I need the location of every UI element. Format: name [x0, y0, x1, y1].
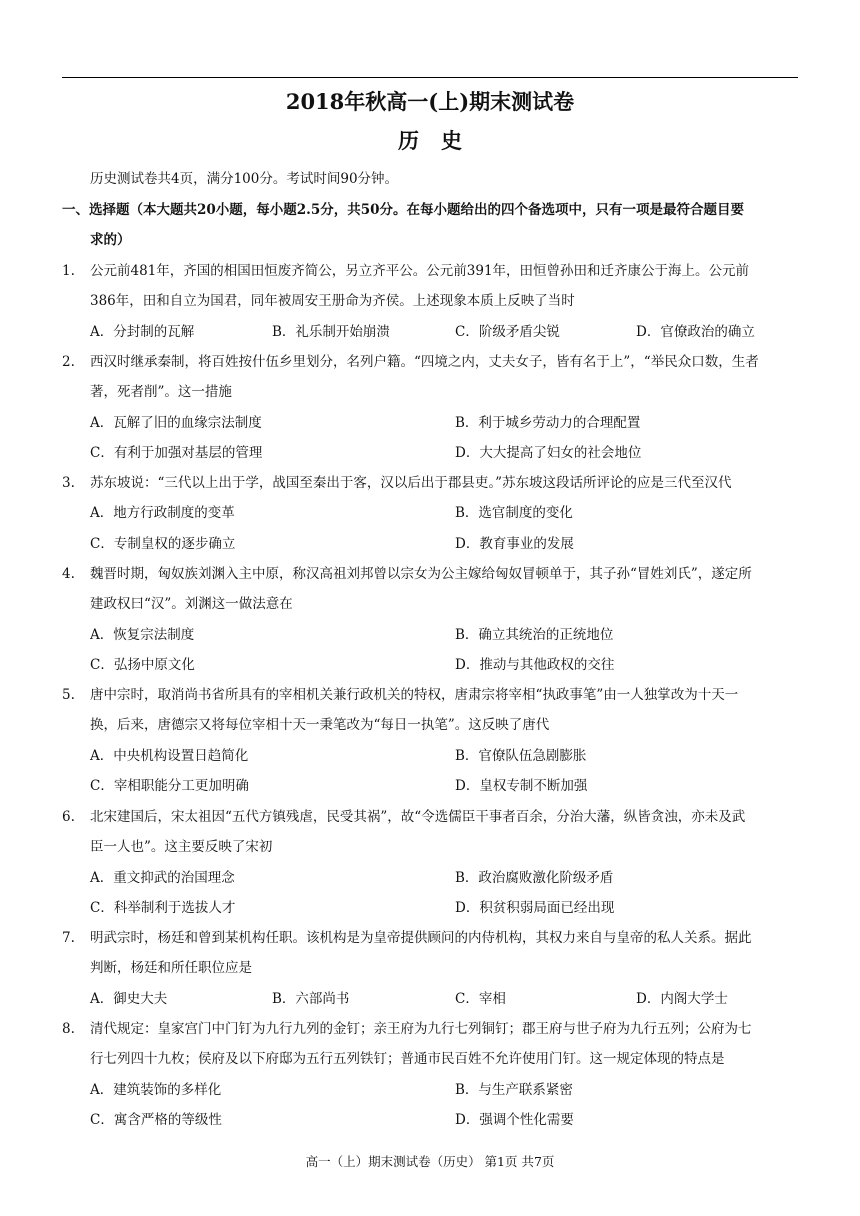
answer-option: A．瓦解了旧的血缘宗法制度 — [90, 414, 262, 431]
answer-option: B．六部尚书 — [272, 990, 350, 1007]
answer-option: B．与生产联系紧密 — [455, 1081, 573, 1098]
top-rule — [62, 77, 798, 78]
page-footer: 高一（上）期末测试卷（历史） 第1页 共7页 — [305, 1154, 555, 1169]
question-stem-line: 北宋建国后，宋太祖因“五代方镇残虐，民受其祸”，故“令选儒臣干事者百余，分治大藩，纵皆贪浊，亦未及武 — [90, 809, 746, 825]
question-stem-line: 著，死者削”。这一措施 — [90, 384, 232, 401]
answer-option: A．中央机构设置日趋简化 — [90, 747, 249, 764]
subject-title: 历史 — [398, 128, 484, 153]
question-stem-line: 魏晋时期，匈奴族刘渊入主中原，称汉高祖刘邦曾以宗女为公主嫁给匈奴冒顿单于，其子孙“冒姓刘氏”，遂定所 — [90, 566, 752, 582]
question-number: 3. — [62, 475, 75, 491]
answer-option: C．宰相 — [455, 990, 506, 1007]
question-stem-line: 西汉时继承秦制，将百姓按什伍乡里划分，名列户籍。“四境之内，丈夫女子，皆有名于上”，“举民众口数，生者 — [90, 354, 759, 370]
answer-option: C．专制皇权的逐步确立 — [90, 535, 236, 552]
answer-option: D．强调个性化需要 — [455, 1111, 574, 1128]
answer-option: C．科举制利于选拔人才 — [90, 899, 236, 916]
answer-option: A．分封制的瓦解 — [90, 323, 195, 340]
answer-option: C．寓含严格的等级性 — [90, 1111, 222, 1128]
question-number: 6. — [62, 809, 75, 825]
question-number: 4. — [62, 566, 75, 582]
answer-option: D．积贫积弱局面已经出现 — [455, 899, 615, 916]
section-heading-cont: 求的） — [90, 232, 131, 248]
question-stem-line: 明武宗时，杨廷和曾到某机构任职。该机构是为皇帝提供顾问的内侍机构，其权力来自与皇帝的私人关系。据此 — [90, 930, 752, 946]
question-stem-line: 建政权曰“汉”。刘渊这一做法意在 — [90, 596, 293, 613]
answer-option: D．官僚政治的确立 — [636, 323, 755, 340]
question-stem-line: 苏东坡说：“三代以上出于学，战国至秦出于客，汉以后出于郡县吏。”苏东坡这段话所评论的应是三代至汉代 — [90, 475, 732, 491]
answer-option: D．大大提高了妇女的社会地位 — [455, 444, 642, 461]
question-stem-line: 公元前481年，齐国的相国田恒废齐简公，另立齐平公。公元前391年，田恒曾孙田和迁齐康公于海上。公元前 — [90, 263, 750, 279]
answer-option: B．礼乐制开始崩溃 — [272, 323, 390, 340]
answer-option: C．宰相职能分工更加明确 — [90, 777, 249, 794]
answer-option: C．弘扬中原文化 — [90, 656, 195, 673]
question-stem-line: 判断，杨廷和所任职位应是 — [90, 960, 252, 977]
answer-option: B．政治腐败激化阶级矛盾 — [455, 869, 614, 886]
question-number: 7. — [62, 930, 75, 946]
answer-option: A．地方行政制度的变革 — [90, 505, 235, 522]
answer-option: D．内阁大学士 — [636, 990, 728, 1007]
answer-option: D．皇权专制不断加强 — [455, 777, 588, 794]
answer-option: C．有利于加强对基层的管理 — [90, 444, 263, 461]
question-number: 8. — [62, 1021, 75, 1037]
question-stem-line: 行七列四十九枚；侯府及以下府邸为五行五列铁钉；普通市民百姓不允许使用门钉。这一规定体现的特点是 — [90, 1051, 725, 1068]
section-heading: 一、选择题（本大题共20小题，每小题2.5分，共50分。在每小题给出的四个备选项中，只有一项是最符合题目要 — [62, 202, 745, 218]
answer-option: D．教育事业的发展 — [455, 535, 574, 552]
question-stem-line: 386年，田和自立为国君，同年被周安王册命为齐侯。上述现象本质上反映了当时 — [90, 293, 575, 310]
question-stem-line: 换，后来，唐德宗又将每位宰相十天一秉笔改为“每日一执笔”。这反映了唐代 — [90, 717, 550, 734]
answer-option: A．恢复宗法制度 — [90, 626, 195, 643]
question-number: 1. — [62, 263, 75, 279]
exam-title: 2018年秋高一(上)期末测试卷 — [285, 89, 575, 114]
answer-option: D．推动与其他政权的交往 — [455, 656, 615, 673]
exam-intro: 历史测试卷共4页，满分100分。考试时间90分钟。 — [90, 171, 399, 187]
question-stem-line: 清代规定：皇家宫门中门钉为九行九列的金钉；亲王府为九行七列铜钉；郡王府与世子府为九行五列；公府为七 — [90, 1021, 752, 1037]
question-stem-line: 唐中宗时，取消尚书省所具有的宰相机关兼行政机关的特权，唐肃宗将宰相“执政事笔”由一人独掌改为十天一 — [90, 687, 739, 703]
answer-option: C．阶级矛盾尖锐 — [455, 323, 560, 340]
answer-option: A．御史大夫 — [90, 990, 168, 1007]
answer-option: B．利于城乡劳动力的合理配置 — [455, 414, 641, 431]
answer-option: B．选官制度的变化 — [455, 505, 573, 522]
question-stem-line: 臣一人也”。这主要反映了宋初 — [90, 839, 273, 856]
answer-option: B．确立其统治的正统地位 — [455, 626, 614, 643]
answer-option: B．官僚队伍急剧膨胀 — [455, 747, 587, 764]
answer-option: A．重文抑武的治国理念 — [90, 869, 235, 886]
answer-option: A．建筑装饰的多样化 — [90, 1081, 222, 1098]
question-number: 5. — [62, 687, 75, 703]
question-number: 2. — [62, 354, 75, 370]
